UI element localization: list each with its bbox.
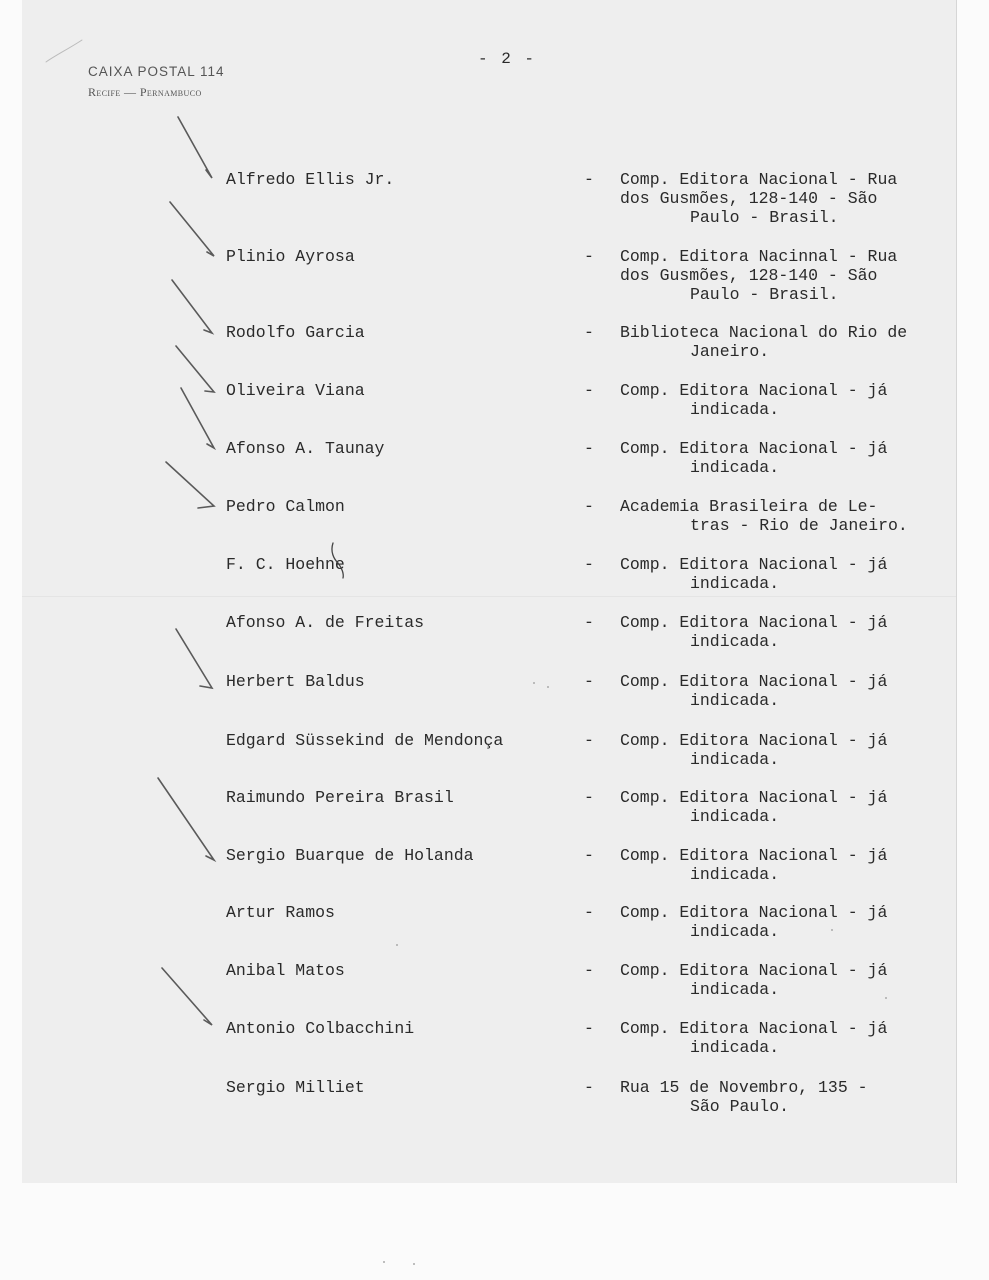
entry-dash: - [584,555,594,574]
address-line: Rua 15 de Novembro, 135 - [620,1078,868,1097]
entry-name: F. C. Hoehne [226,555,345,574]
entry-address [620,672,887,710]
address-line: Comp. Editora Nacional - já [620,555,888,574]
address-line: dos Gusmões, 128-140 - São [620,266,878,285]
entry-name: Edgard Süssekind de Mendonça [226,731,504,750]
entry-dash: - [584,439,594,458]
entry-name: Plinio Ayrosa [226,247,355,266]
address-line: indicada. [690,980,780,999]
address-line: Comp. Editora Nacional - já [620,846,888,865]
address-line: Comp. Editora Nacional - já [620,439,888,458]
address-line: indicada. [690,1038,780,1057]
address-line: São Paulo. [690,1097,790,1116]
entry-address [620,613,887,651]
address-line: dos Gusmões, 128-140 - São [620,189,878,208]
entry-address [620,323,907,361]
entry-dash: - [584,961,594,980]
entry-address [620,247,897,304]
entry-name: Afonso A. de Freitas [226,613,425,632]
entry-dash: - [584,247,594,266]
entry-dash: - [584,672,594,691]
entry-dash: - [584,731,594,750]
entry-address [620,731,887,769]
entry-name: Artur Ramos [226,903,335,922]
entry-dash: - [584,788,594,807]
entry-address [620,788,887,826]
address-line: indicada. [690,807,780,826]
entry-address [620,381,887,419]
entry-name: Rodolfo Garcia [226,323,365,342]
address-line: indicada. [690,574,780,593]
address-line: indicada. [690,458,780,477]
entry-dash: - [584,846,594,865]
address-line: indicada. [690,922,780,941]
entry-address [620,961,887,999]
entry-dash: - [584,497,594,516]
entry-name: Oliveira Viana [226,381,365,400]
address-line: Comp. Editora Nacinnal - Rua [620,247,898,266]
entry-dash: - [584,381,594,400]
entry-name: Afonso A. Taunay [226,439,385,458]
entry-name: Herbert Baldus [226,672,365,691]
address-line: Comp. Editora Nacional - já [620,381,888,400]
address-line: Janeiro. [690,342,770,361]
entry-dash: - [584,903,594,922]
page-number: - 2 - [478,50,537,68]
entry-address [620,1078,868,1116]
entry-address [620,497,908,535]
address-line: Comp. Editora Nacional - já [620,961,888,980]
address-line: Comp. Editora Nacional - Rua [620,170,898,189]
entry-dash: - [584,323,594,342]
address-line: indicada. [690,865,780,884]
entry-name: Sergio Buarque de Holanda [226,846,474,865]
address-line: indicada. [690,750,780,769]
address-line: indicada. [690,691,780,710]
entry-address [620,846,887,884]
address-line: Comp. Editora Nacional - já [620,1019,888,1038]
entry-dash: - [584,1078,594,1097]
address-line: Comp. Editora Nacional - já [620,731,888,750]
letterhead-city: Recife — Pernambuco [88,85,202,99]
entry-name: Sergio Milliet [226,1078,365,1097]
address-line: tras - Rio de Janeiro. [690,516,908,535]
address-line: Comp. Editora Nacional - já [620,788,888,807]
address-line: Comp. Editora Nacional - já [620,613,888,632]
entry-dash: - [584,613,594,632]
entry-name: Pedro Calmon [226,497,345,516]
entry-name: Antonio Colbacchini [226,1019,415,1038]
address-line: Biblioteca Nacional do Rio de [620,323,908,342]
entry-dash: - [584,170,594,189]
letterhead [88,64,225,100]
address-line: Paulo - Brasil. [690,285,839,304]
address-line: Paulo - Brasil. [690,208,839,227]
entry-dash: - [584,1019,594,1038]
entry-address [620,1019,887,1057]
address-line: Comp. Editora Nacional - já [620,672,888,691]
entry-address [620,903,887,941]
letterhead-postal-box: CAIXA POSTAL 114 [88,64,225,79]
entry-name: Raimundo Pereira Brasil [226,788,454,807]
address-line: indicada. [690,632,780,651]
entry-address [620,439,887,477]
address-line: Academia Brasileira de Le- [620,497,878,516]
address-line: indicada. [690,400,780,419]
fold-crease [22,596,956,597]
entry-address [620,555,887,593]
entry-address [620,170,897,227]
entry-name: Anibal Matos [226,961,345,980]
entry-name: Alfredo Ellis Jr. [226,170,395,189]
address-line: Comp. Editora Nacional - já [620,903,888,922]
